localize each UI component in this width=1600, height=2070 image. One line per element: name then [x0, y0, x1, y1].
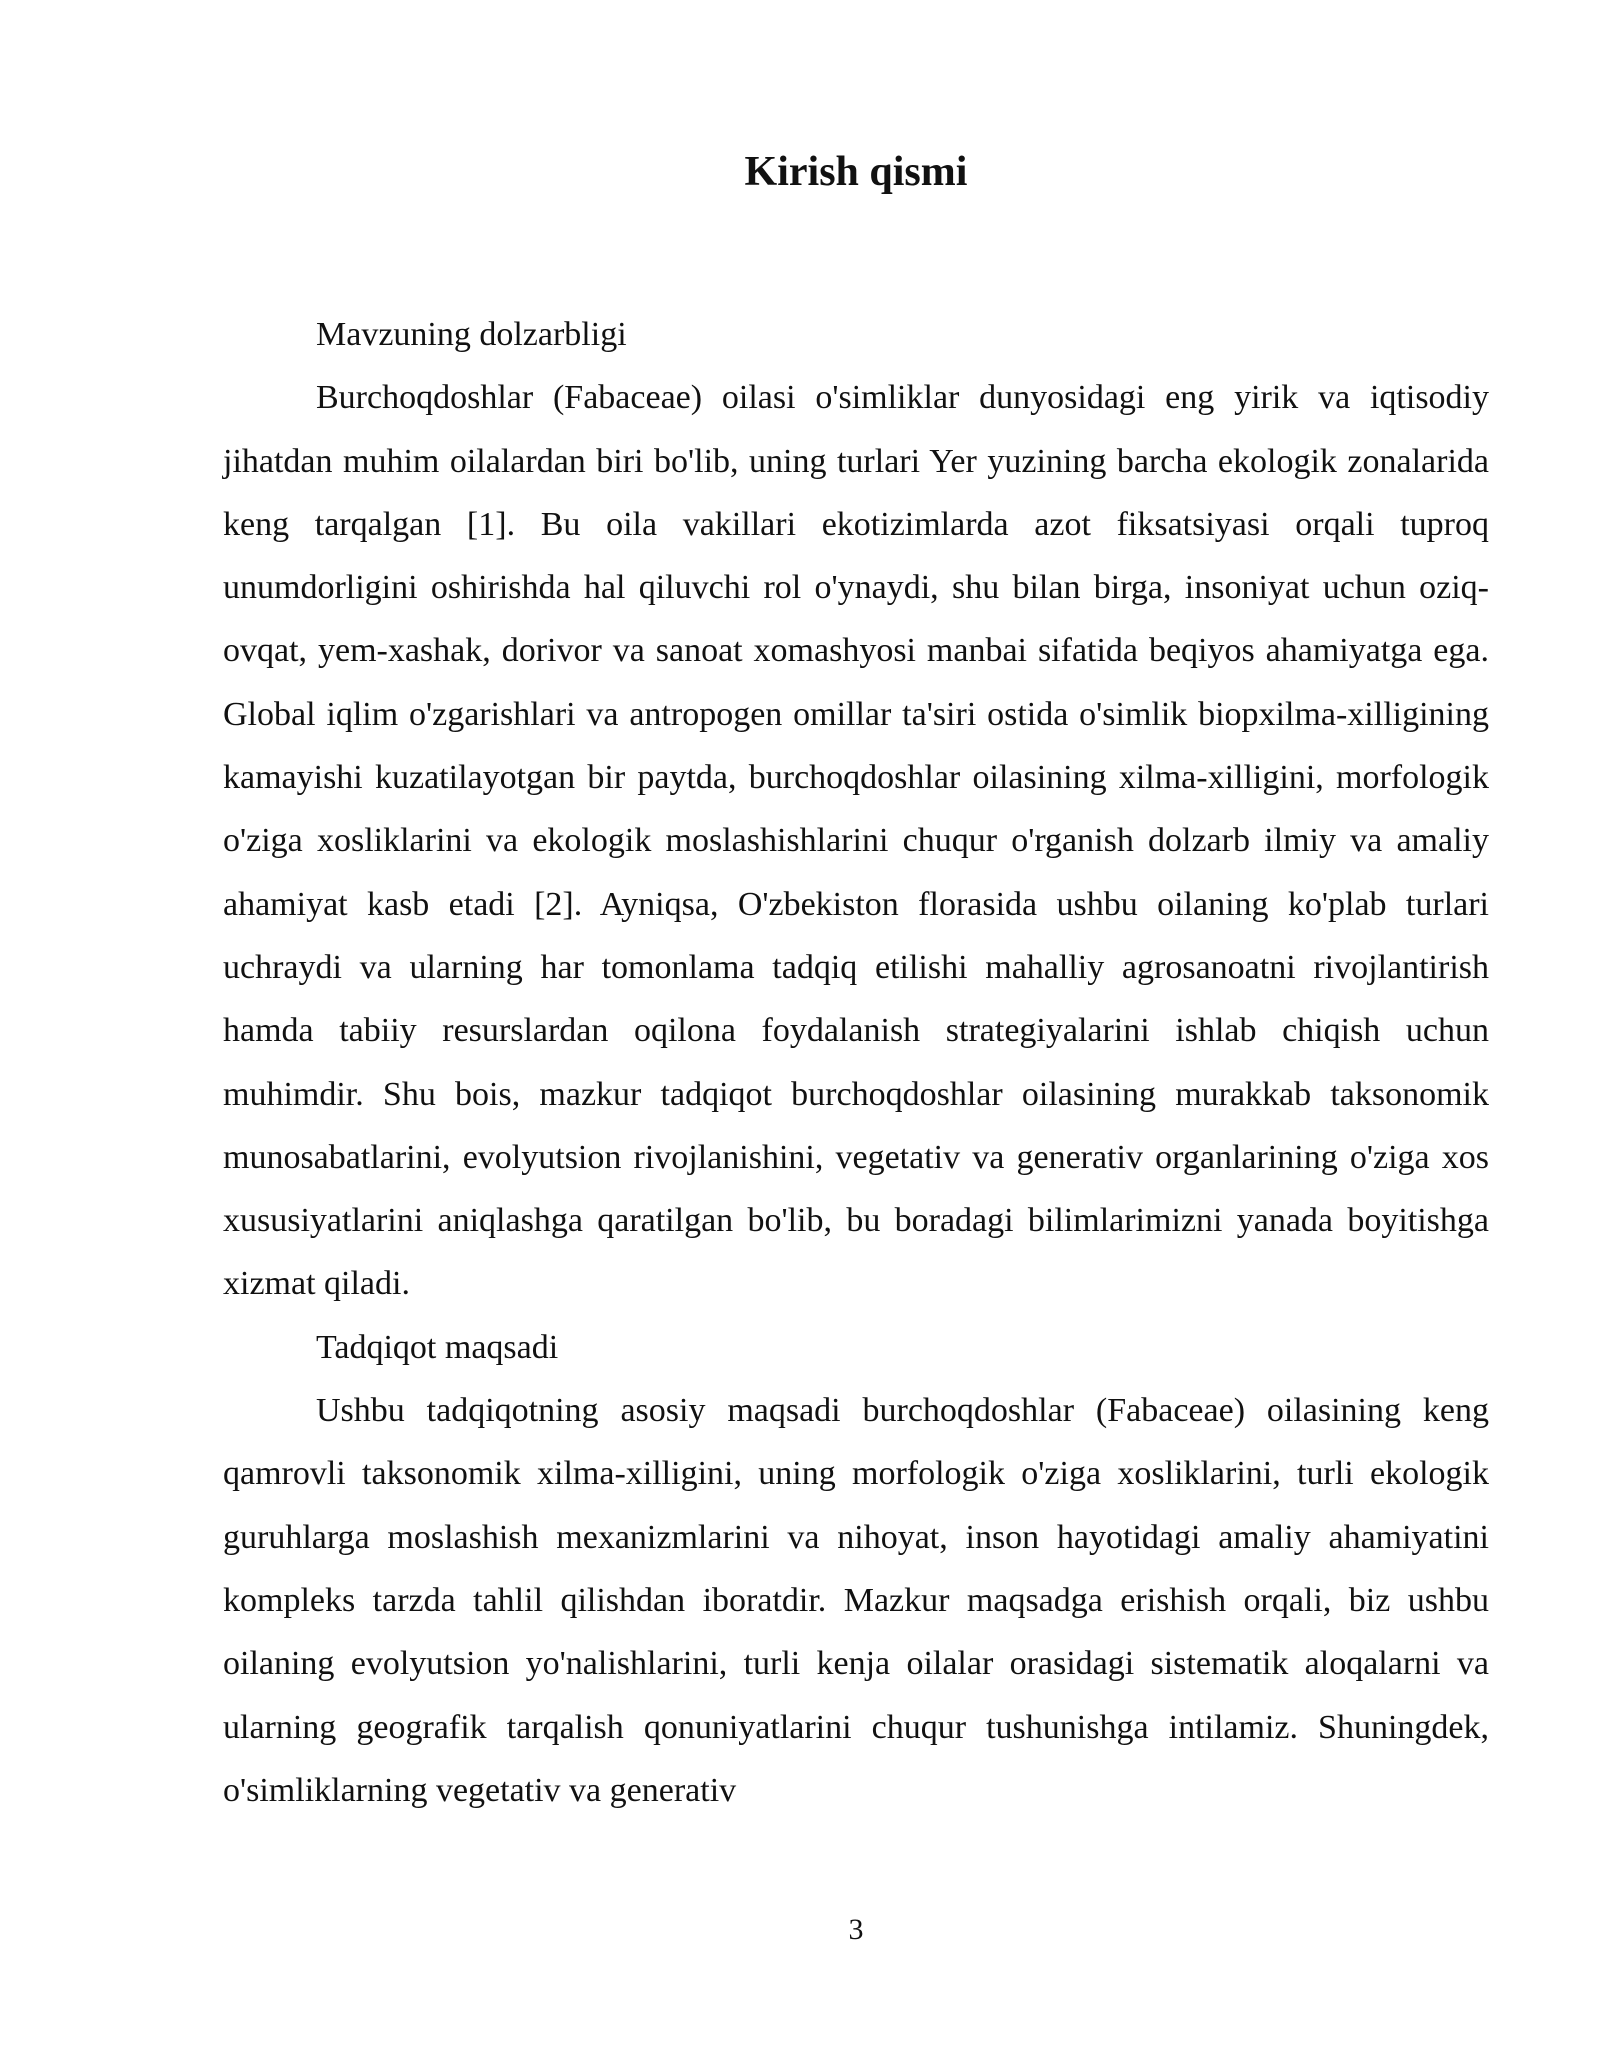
section-heading-relevance: Mavzuning dolzarbligi: [316, 316, 627, 353]
page-title: Kirish qismi: [744, 149, 968, 195]
page-number: 3: [848, 1913, 864, 1946]
section-paragraph-aim: Ushbu tadqiqotning asosiy maqsadi burchoqdoshlar (Fabaceae) oilasining keng qamrovli taksonomik xilma-xilligini, uning morfologik o'ziga xosliklarini, turli ekologik guruhlarga moslashish mexanizmlarini va nihoyat, inson hayotidagi amaliy ahamiyatini kompleks tarzda tahlil qilishdan iboratdir. Mazkur maqsadga erishish orqali, biz ushbu oilaning evolyutsion yo'nalishlarini, turli kenja oilalar orasidagi sistematik aloqalarni va ularning geografik tarqalish qonuniyatlarini chuqur tushunishga intilamiz. Shuningdek, o'simliklarning vegetativ va generativ: [223, 1392, 1489, 1809]
document-body: [223, 303, 1489, 1822]
section-heading-aim: Tadqiqot maqsadi: [316, 1328, 559, 1366]
section-paragraph-relevance: Burchoqdoshlar (Fabaceae) oilasi o'simliklar dunyosidagi eng yirik va iqtisodiy jihatdan muhim oilalardan biri bo'lib, uning turlari Yer yuzining barcha ekologik zonalarida keng tarqalgan [1]. Bu oila vakillari ekotizimlarda azot fiksatsiyasi orqali tuproq unumdorligini oshirishda hal qiluvchi rol o'ynaydi, shu bilan birga, insoniyat uchun oziq-ovqat, yem-xashak, dorivor va sanoat xomashyosi manbai sifatida beqiyos ahamiyatga ega. Global iqlim o'zgarishlari va antropogen omillar ta'siri ostida o'simlik biopxilma-xilligining kamayishi kuzatilayotgan bir paytda, burchoqdoshlar oilasining xilma-xilligini, morfologik o'ziga xosliklarini va ekologik moslashishlarini chuqur o'rganish dolzarb ilmiy va amaliy ahamiyat kasb etadi [2]. Ayniqsa, O'zbekiston florasida ushbu oilaning ko'plab turlari uchraydi va ularning har tomonlama tadqiq etilishi mahalliy agrosanoatni rivojlantirish hamda tabiiy resurslardan oqilona foydalanish strategiyalarini ishlab chiqish uchun muhimdir. Shu bois, mazkur tadqiqot burchoqdoshlar oilasining murakkab taksonomik munosabatlarini, evolyutsion rivojlanishini, vegetativ va generativ organlarining o'ziga xos xususiyatlarini aniqlashga qaratilgan bo'lib, bu boradagi bilimlarimizni yanada boyitishga xizmat qiladi.: [223, 379, 1489, 1303]
